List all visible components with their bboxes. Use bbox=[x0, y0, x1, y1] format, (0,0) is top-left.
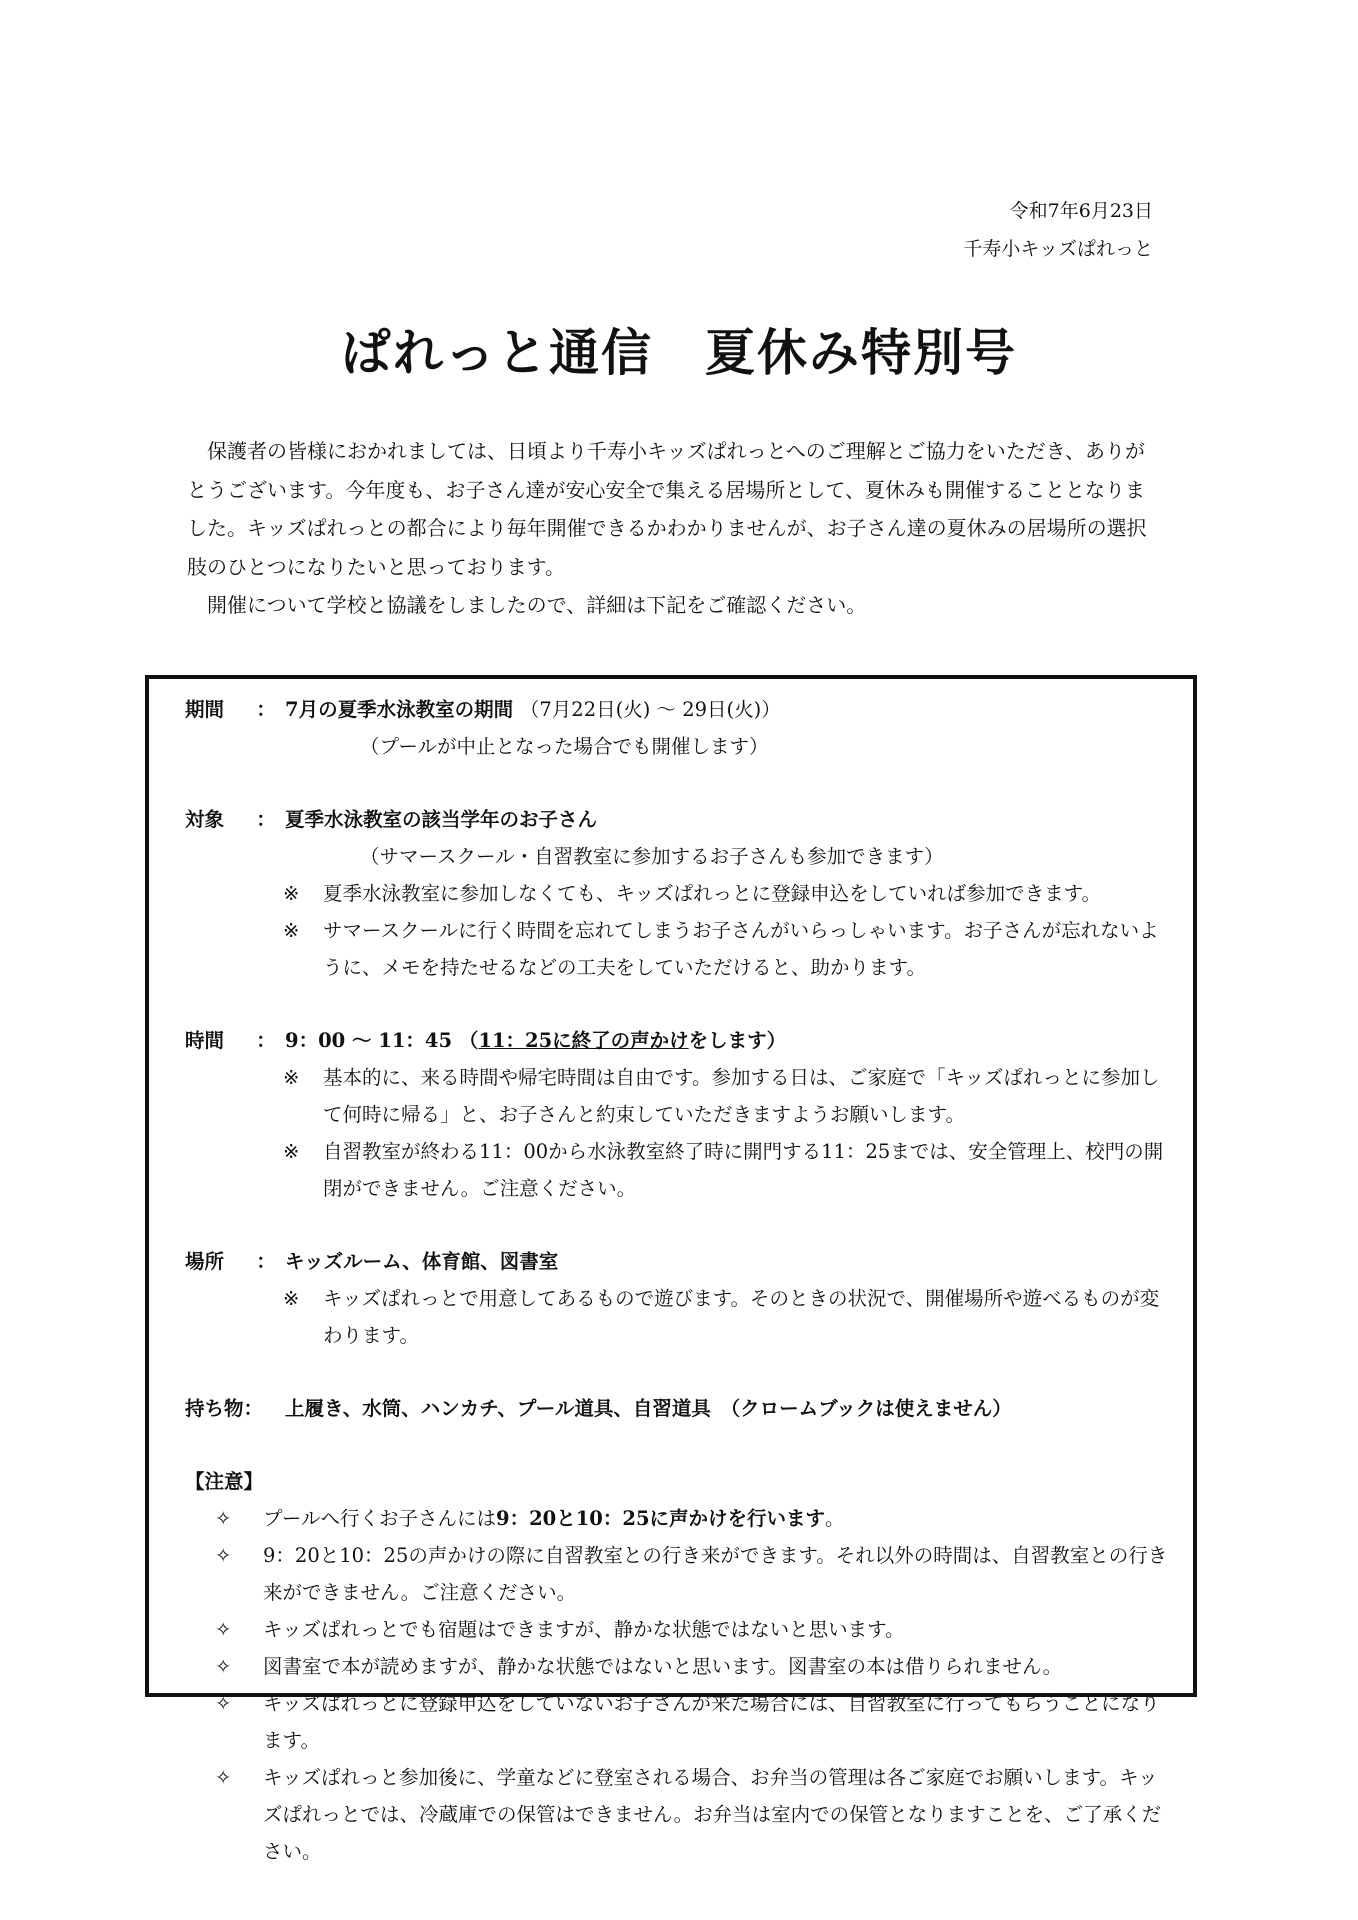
belongings-label: 持ち物： bbox=[185, 1397, 264, 1420]
caution-text-pre: プールへ行くお子さんには bbox=[263, 1507, 497, 1530]
caution-text: キッズぱれっとでも宿題はできますが、静かな状態ではないと思います。 bbox=[263, 1618, 905, 1641]
colon: ： bbox=[256, 1029, 276, 1052]
target-row bbox=[185, 801, 1171, 838]
colon: ： bbox=[256, 1250, 276, 1273]
diamond-bullet-icon: ✧ bbox=[215, 1544, 232, 1567]
period-value bbox=[285, 691, 781, 728]
target-value: 夏季水泳教室の該当学年のお子さん bbox=[285, 808, 598, 831]
caution-text-end: 。 bbox=[825, 1507, 845, 1530]
caution-item bbox=[185, 1759, 1171, 1870]
time-tail: をします） bbox=[688, 1029, 787, 1052]
caution-item bbox=[185, 1537, 1171, 1611]
note-mark: ※ bbox=[283, 882, 300, 905]
note-item bbox=[185, 1059, 1171, 1133]
period-main: 7月の夏季水泳教室の期間 bbox=[285, 698, 514, 721]
time-range: 9：00 ～ 11：45 bbox=[285, 1029, 453, 1052]
intro-paragraph: 保護者の皆様におかれましては、日頃より千寿小キッズぱれっとへのご理解とご協力をいただき、ありがとうございます。今年度も、お子さん達が安心安全で集える居場所として、夏休みも開催することとなりました。キッズぱれっとの都合により毎年開催できるかわかりませんが、お子さん達の夏休みの居場所の選択肢のひとつになりたいと思っております。 bbox=[187, 439, 1147, 579]
note-mark: ※ bbox=[283, 1066, 300, 1089]
time-row bbox=[185, 1022, 1171, 1059]
intro-paragraph: 開催について学校と協議をしましたので、詳細は下記をご確認ください。 bbox=[207, 593, 867, 617]
caution-text: キッズぱれっとに登録申込をしていないお子さんが来た場合には、自習教室に行ってもらうことになります。 bbox=[263, 1692, 1160, 1752]
period-dates: （7月22日(火) ～ 29日(火)） bbox=[519, 698, 781, 721]
diamond-bullet-icon: ✧ bbox=[215, 1692, 232, 1715]
target-sub: （サマースクール・自習教室に参加するお子さんも参加できます） bbox=[360, 845, 944, 868]
issuer-org: 千寿小キッズぱれっと bbox=[963, 238, 1153, 260]
note-text: サマースクールに行く時間を忘れてしまうお子さんがいらっしゃいます。お子さんが忘れないように、メモを持たせるなどの工夫をしていただけると、助かります。 bbox=[323, 919, 1159, 979]
header-block bbox=[963, 192, 1153, 268]
page-title: ぱれっと通信 夏休み特別号 bbox=[341, 324, 1017, 382]
period-sub: （プールが中止となった場合でも開催します） bbox=[360, 735, 769, 758]
caution-text: キッズぱれっと参加後に、学童などに登室される場合、お弁当の管理は各ご家庭でお願いします。キッズぱれっとでは、冷蔵庫での保管はできません。お弁当は室内での保管となりますことを、ご了承ください。 bbox=[263, 1766, 1162, 1863]
period-label: 期間 bbox=[185, 698, 225, 721]
diamond-bullet-icon: ✧ bbox=[215, 1618, 232, 1641]
place-value: キッズルーム、体育館、図書室 bbox=[285, 1250, 559, 1273]
note-text: 基本的に、来る時間や帰宅時間は自由です。参加する日は、ご家庭で「キッズぱれっとに参加して何時に帰る」と、お子さんと約束していただきますようお願いします。 bbox=[323, 1066, 1160, 1126]
belongings-row bbox=[185, 1390, 1171, 1427]
caution-text bbox=[263, 1500, 1171, 1537]
caution-item bbox=[185, 1611, 1171, 1648]
note-item bbox=[185, 1280, 1171, 1354]
note-text: 夏季水泳教室に参加しなくても、キッズぱれっとに登録申込をしていれば参加できます。 bbox=[323, 882, 1102, 905]
diamond-bullet-icon: ✧ bbox=[215, 1655, 232, 1678]
target-label: 対象 bbox=[185, 808, 225, 831]
note-mark: ※ bbox=[283, 919, 300, 942]
time-label: 時間 bbox=[185, 1029, 225, 1052]
details-box bbox=[145, 675, 1197, 1863]
caution-heading: 【注意】 bbox=[185, 1470, 264, 1493]
caution-text: 9：20と10：25の声かけの際に自習教室との行き来ができます。それ以外の時間は、自習教室との行き来ができません。ご注意ください。 bbox=[263, 1544, 1168, 1604]
place-row bbox=[185, 1243, 1171, 1280]
colon: ： bbox=[256, 698, 276, 721]
diamond-bullet-icon: ✧ bbox=[215, 1766, 232, 1789]
note-text: キッズぱれっとで用意してあるもので遊びます。そのときの状況で、開催場所や遊べるものが変わります。 bbox=[323, 1287, 1160, 1347]
diamond-bullet-icon: ✧ bbox=[215, 1507, 232, 1530]
issue-date: 令和7年6月23日 bbox=[1009, 200, 1153, 222]
note-mark: ※ bbox=[283, 1287, 300, 1310]
note-item bbox=[185, 1133, 1171, 1207]
note-mark: ※ bbox=[283, 1140, 300, 1163]
time-paren-open: （ bbox=[458, 1029, 479, 1052]
caution-item bbox=[185, 1648, 1171, 1685]
caution-text-bold: 9：20と10：25に声かけを行います bbox=[496, 1507, 826, 1530]
time-value bbox=[285, 1022, 786, 1059]
note-text: 自習教室が終わる11：00から水泳教室終了時に開門する11：25までは、安全管理上、校門の開閉ができません。ご注意ください。 bbox=[323, 1140, 1164, 1200]
time-end-call: 11：25に終了の声かけ bbox=[478, 1029, 689, 1052]
caution-item bbox=[185, 1500, 1171, 1537]
intro-text bbox=[187, 432, 1162, 625]
note-item bbox=[185, 912, 1171, 986]
colon: ： bbox=[256, 808, 276, 831]
place-label: 場所 bbox=[185, 1250, 225, 1273]
belongings-value: 上履き、水筒、ハンカチ、プール道具、自習道具 （クロームブックは使えません） bbox=[285, 1397, 1012, 1420]
note-item bbox=[185, 875, 1171, 912]
caution-text: 図書室で本が読めますが、静かな状態ではないと思います。図書室の本は借りられません。 bbox=[263, 1655, 1063, 1678]
caution-item bbox=[185, 1685, 1171, 1759]
period-row bbox=[185, 691, 1171, 728]
